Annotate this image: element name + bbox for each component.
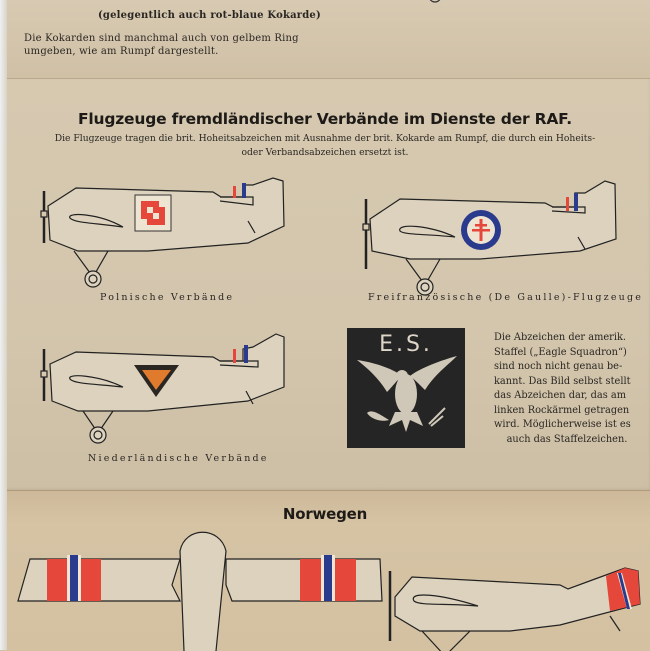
intro-line-2: oder Verbandsabzeichen ersetzt ist.: [241, 147, 409, 158]
ring-note-line2: umgeben, wie am Rumpf dargestellt.: [24, 46, 219, 57]
eagle-text-line: wird. Möglicherweise ist es: [494, 419, 631, 430]
page-title: Flugzeuge fremdländischer Verbände im Dienste der RAF.: [78, 110, 572, 128]
polish-checkerboard-icon: [135, 195, 171, 231]
dutch-aircraft: [38, 329, 288, 439]
intro-text: [0, 132, 650, 160]
wheel-icon: [425, 0, 445, 6]
eagle-text-line: kannt. Das Bild selbst stellt: [494, 375, 631, 387]
book-edge: [0, 0, 7, 650]
eagle-text-line: Die Abzeichen der amerik.: [494, 332, 627, 343]
main-page: [0, 78, 650, 491]
caption-polish: Polnische Verbände: [100, 292, 235, 303]
kokarde-note: (gelegentlich auch rot-blaue Kokarde): [98, 10, 321, 21]
polish-aircraft: [38, 171, 288, 281]
caption-dutch: Niederländische Verbände: [88, 453, 269, 464]
previous-page: [0, 0, 650, 78]
norway-aircraft-plan-and-side: [0, 491, 650, 651]
free-french-aircraft: [360, 169, 620, 279]
eagle-squadron-description: [494, 331, 640, 447]
norway-title: Norwegen: [282, 505, 368, 523]
ring-note-line1: Die Kokarden sind manchmal auch von gelbem Ring: [24, 33, 299, 44]
badge-letters: E.S.: [379, 332, 433, 357]
eagle-text-line: sind noch nicht genau be-: [494, 361, 623, 372]
intro-line-1: Die Flugzeuge tragen die brit. Hoheitsabzeichen mit Ausnahme der brit. Kokarde am Rumpf, die durch ein Hoheits-: [54, 133, 596, 144]
eagle-text-line: linken Rockärmel getragen: [494, 404, 630, 416]
eagle-squadron-badge: [347, 328, 465, 448]
norway-page: [0, 490, 650, 651]
eagle-text-line: Staffel („Eagle Squadron“): [494, 346, 627, 358]
eagle-text-line: das Abzeichen dar, das am: [494, 390, 627, 401]
eagle-text-line: auch das Staffelzeichen.: [506, 433, 628, 445]
caption-free-french: Freifranzösische (De Gaulle)-Flugzeuge: [368, 292, 644, 303]
eagle-icon: [347, 328, 465, 448]
cross-of-lorraine-roundel-icon: [461, 210, 501, 250]
norway-tail-flag-icon: [606, 568, 640, 611]
